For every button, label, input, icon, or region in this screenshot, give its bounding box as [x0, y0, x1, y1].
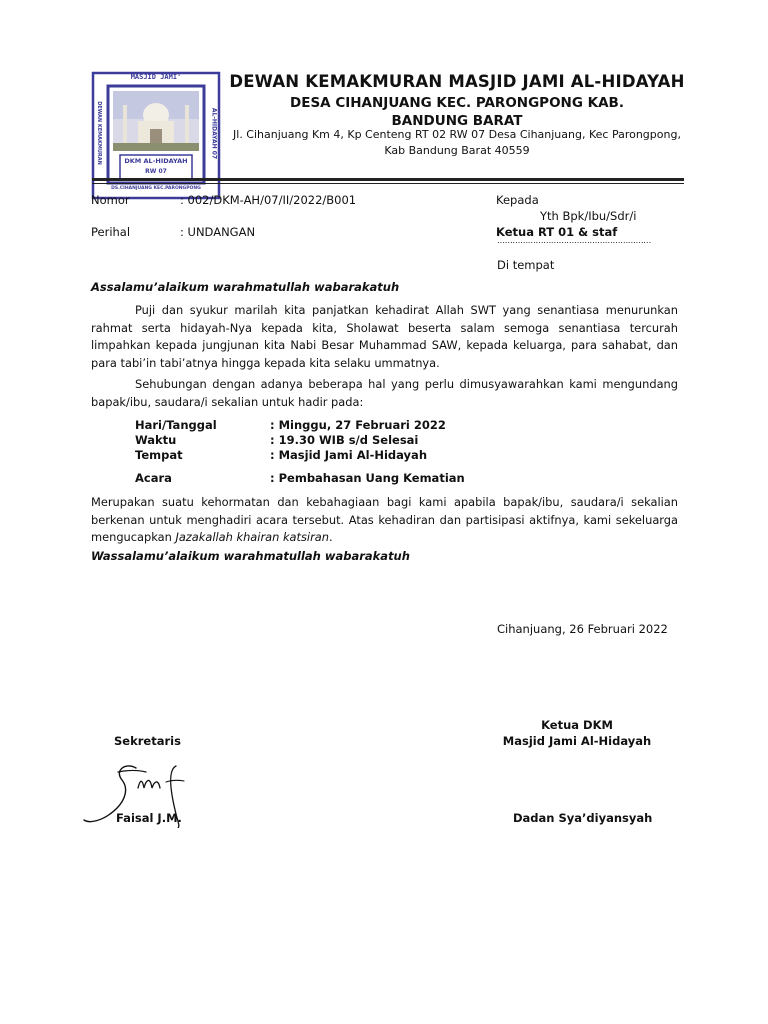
right-name: Dadan Sya’diyansyah	[513, 811, 653, 825]
logo-right-text: AL-HIDAYAH 07	[210, 107, 218, 160]
event-value-date: : Minggu, 27 Februari 2022	[270, 418, 446, 432]
closing: Wassalamu’alaikum warahmatullah wabarakatuh	[91, 549, 410, 563]
greeting: Assalamu’alaikum warahmatullah wabarakatuh	[91, 280, 400, 294]
paragraph-3	[91, 494, 678, 547]
village-line: DESA CIHANJUANG KEC. PARONGPONG KAB. BANDUNG BARAT	[290, 95, 624, 129]
address-line-1: Jl. Cihanjuang Km 4, Kp Centeng RT 02 RW 07 Desa Cihanjuang, Kec Parongpong,	[233, 128, 681, 141]
event-label-place: Tempat	[135, 448, 183, 462]
event-value-agenda: : Pembahasan Uang Kematian	[270, 471, 465, 485]
logo-top-text: MASJID JAMI'	[130, 73, 182, 81]
logo-center-text: DKM AL-HIDAYAH	[124, 157, 188, 165]
paragraph-3-end: .	[328, 530, 333, 544]
event-label-agenda: Acara	[135, 471, 172, 485]
recipient-dots: ……………………………………………………	[497, 236, 652, 245]
paragraph-2: Sehubungan dengan adanya beberapa hal yang perlu dimusyawarahkan kami mengundang bapak/ibu, saudara/i sekalian untuk hadir pada:	[91, 377, 678, 409]
event-value-time: : 19.30 WIB s/d Selesai	[270, 433, 419, 447]
yth-label: Yth Bpk/Ibu/Sdr/i	[540, 209, 637, 223]
perihal-value: : UNDANGAN	[180, 225, 256, 239]
letter-date: Cihanjuang, 26 Februari 2022	[497, 622, 668, 636]
logo-bottom-text: DS.CIHANJUANG KEC.PARONGPONG	[111, 186, 201, 191]
left-title: Sekretaris	[114, 734, 181, 748]
address	[222, 127, 692, 159]
address-line-2: Kab Bandung Barat 40559	[384, 144, 530, 157]
paragraph-3-italic: Jazakallah khairan katsiran	[175, 530, 329, 544]
paragraph-1: Puji dan syukur marilah kita panjatkan kehadirat Allah SWT yang senantiasa menurunkan rahmat serta hidayah-Nya kepada kita, Sholawat beserta salam semoga senantiasa tercurah limpahkan kepada jungjunan kita Nabi Besar Muhammad SAW, kepada keluarga, para sahabat, dan para tabi’in tabi’atnya hingga kepada kita selaku ummatnya.	[91, 303, 678, 370]
org-name: DEWAN KEMAKMURAN MASJID JAMI AL-HIDAYAH	[229, 72, 685, 91]
logo-left-text: DEWAN KEMAKMURAN	[96, 101, 102, 165]
event-value-place: : Masjid Jami Al-Hidayah	[270, 448, 428, 462]
left-name: Faisal J.M.	[116, 811, 182, 825]
right-title-2: Masjid Jami Al-Hidayah	[502, 734, 652, 748]
header-rule-thin	[92, 183, 684, 184]
recipient-name: Ketua RT 01 & staf	[496, 225, 618, 239]
logo-rw-text: RW 07	[145, 168, 167, 175]
event-label-date: Hari/Tanggal	[135, 418, 217, 432]
paragraph-3-main: Merupakan suatu kehormatan dan kebahagiaan bagi kami apabila bapak/ibu, saudara/i sekalian berkenan untuk menghadiri acara tersebut. Atas kehadiran dan partisipasi aktifnya, kami sekeluarga mengucapkan	[91, 495, 678, 544]
nomor-label: Nomor	[91, 193, 130, 207]
header-rule-thick	[92, 178, 684, 181]
nomor-value: : 002/DKM-AH/07/II/2022/B001	[180, 193, 357, 207]
right-title-1: Ketua DKM	[541, 718, 613, 732]
kepada-label: Kepada	[496, 193, 539, 207]
event-label-time: Waktu	[135, 433, 177, 447]
recipient-place: Di tempat	[497, 258, 555, 272]
perihal-label: Perihal	[91, 225, 131, 239]
